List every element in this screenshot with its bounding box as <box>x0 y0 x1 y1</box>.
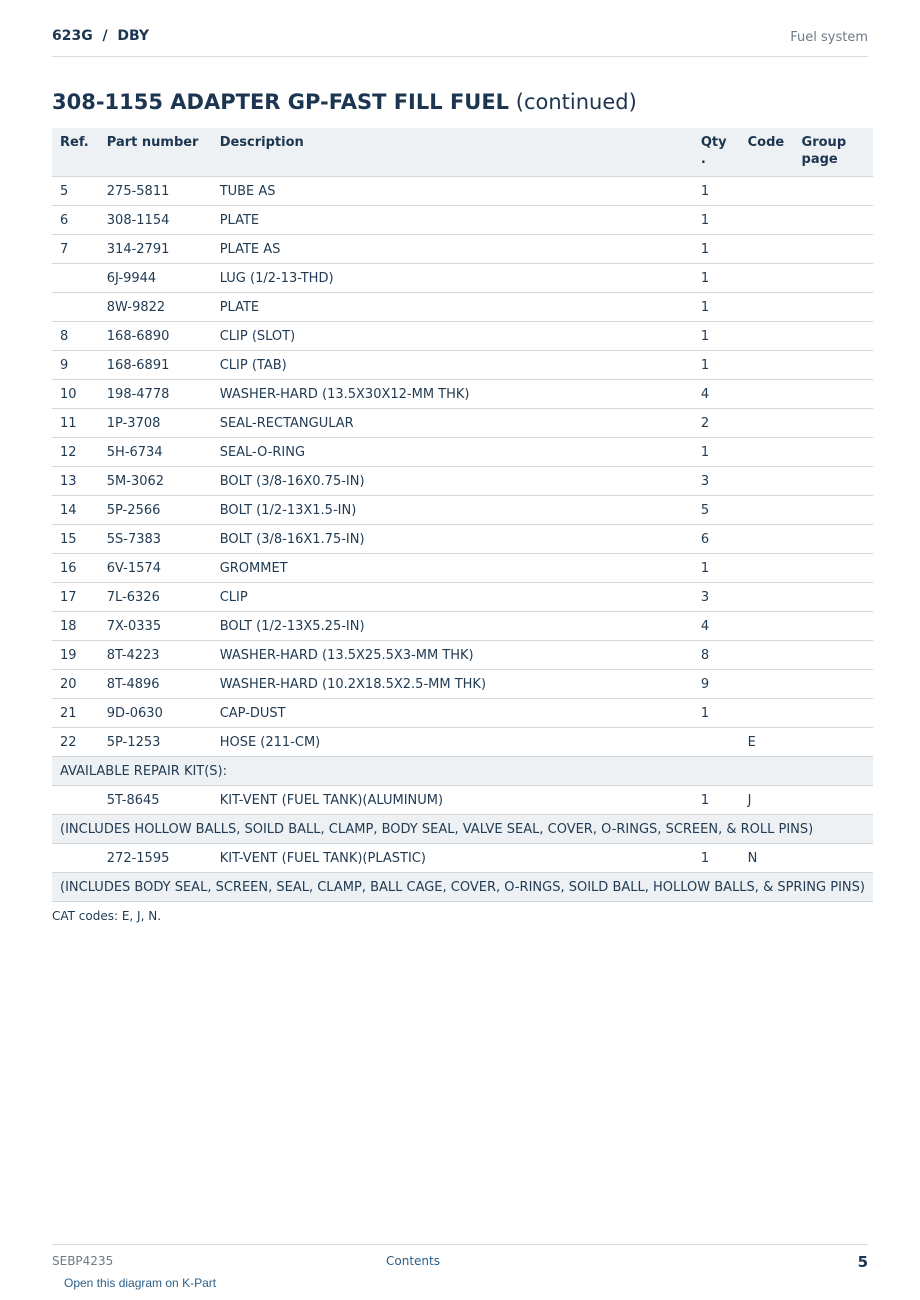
cell-qty: 1 <box>693 554 740 583</box>
parts-table-body <box>52 177 873 902</box>
cell-code <box>740 293 794 322</box>
table-row <box>52 554 873 583</box>
cell-code <box>740 235 794 264</box>
cell-ref: 12 <box>52 438 99 467</box>
cell-part-number: 8T-4896 <box>99 670 212 699</box>
cell-description: GROMMET <box>212 554 693 583</box>
section-name: Fuel system <box>790 30 868 45</box>
cell-group-page <box>794 206 873 235</box>
cell-part-number: 198-4778 <box>99 380 212 409</box>
col-header-description: Description <box>212 128 693 177</box>
cell-group-page <box>794 235 873 264</box>
cell-qty: 4 <box>693 612 740 641</box>
cell-part-number: 168-6891 <box>99 351 212 380</box>
cell-group-page <box>794 728 873 757</box>
cell-part-number: 7X-0335 <box>99 612 212 641</box>
cell-group-page <box>794 844 873 873</box>
cell-ref <box>52 786 99 815</box>
cell-code: N <box>740 844 794 873</box>
cell-group-page <box>794 583 873 612</box>
cell-part-number: 168-6890 <box>99 322 212 351</box>
cell-group-page <box>794 612 873 641</box>
cell-ref: 16 <box>52 554 99 583</box>
col-header-qty-line2: . <box>700 152 706 167</box>
col-header-part-number: Part number <box>99 128 212 177</box>
table-row <box>52 380 873 409</box>
cell-qty: 1 <box>693 206 740 235</box>
document-id: SEBP4235 <box>52 1254 114 1268</box>
table-row <box>52 438 873 467</box>
cell-code: J <box>740 786 794 815</box>
cell-code <box>740 670 794 699</box>
table-row <box>52 351 873 380</box>
col-header-ref: Ref. <box>52 128 99 177</box>
table-row <box>52 322 873 351</box>
kpart-diagram-link[interactable]: Open this diagram on K-Part <box>64 1276 217 1290</box>
cell-part-number: 6V-1574 <box>99 554 212 583</box>
serial-prefix: DBY <box>117 28 150 44</box>
cell-description: HOSE (211-CM) <box>212 728 693 757</box>
page-header <box>52 28 868 57</box>
cell-part-number: 9D-0630 <box>99 699 212 728</box>
cell-ref: 21 <box>52 699 99 728</box>
cell-qty: 6 <box>693 525 740 554</box>
cell-ref: 22 <box>52 728 99 757</box>
cell-description: KIT-VENT (FUEL TANK)(PLASTIC) <box>212 844 693 873</box>
cell-code <box>740 525 794 554</box>
cell-part-number: 275-5811 <box>99 177 212 206</box>
cell-ref: 14 <box>52 496 99 525</box>
cell-ref: 18 <box>52 612 99 641</box>
cell-group-page <box>794 293 873 322</box>
kit-note-row <box>52 873 873 902</box>
page-number: 5 <box>857 1253 868 1271</box>
cell-ref: 7 <box>52 235 99 264</box>
cell-qty: 1 <box>693 844 740 873</box>
cell-ref: 20 <box>52 670 99 699</box>
cell-ref: 6 <box>52 206 99 235</box>
table-row <box>52 235 873 264</box>
cell-description: PLATE <box>212 293 693 322</box>
cell-description: CAP-DUST <box>212 699 693 728</box>
table-row <box>52 670 873 699</box>
table-row <box>52 293 873 322</box>
repair-kits-label: AVAILABLE REPAIR KIT(S): <box>52 757 873 786</box>
table-row <box>52 699 873 728</box>
cell-ref: 11 <box>52 409 99 438</box>
cell-code <box>740 583 794 612</box>
repair-kits-label-row <box>52 757 873 786</box>
cell-group-page <box>794 525 873 554</box>
table-header-row <box>52 128 873 177</box>
cell-description: WASHER-HARD (13.5X30X12-MM THK) <box>212 380 693 409</box>
cell-qty: 1 <box>693 786 740 815</box>
cell-qty: 1 <box>693 293 740 322</box>
cell-description: BOLT (1/2-13X1.5-IN) <box>212 496 693 525</box>
cell-description: CLIP (TAB) <box>212 351 693 380</box>
col-header-group-line2: page <box>801 152 838 167</box>
cell-description: WASHER-HARD (10.2X18.5X2.5-MM THK) <box>212 670 693 699</box>
cell-qty: 1 <box>693 351 740 380</box>
cell-description: SEAL-RECTANGULAR <box>212 409 693 438</box>
cell-code <box>740 264 794 293</box>
cell-group-page <box>794 496 873 525</box>
cell-code <box>740 467 794 496</box>
cat-codes: CAT codes: E, J, N. <box>52 909 162 923</box>
cell-part-number: 272-1595 <box>99 844 212 873</box>
cell-description: PLATE AS <box>212 235 693 264</box>
cell-part-number: 5H-6734 <box>99 438 212 467</box>
contents-link[interactable]: Contents <box>386 1254 440 1268</box>
assembly-name: 308-1155 ADAPTER GP-FAST FILL FUEL <box>52 90 510 114</box>
cell-description: PLATE <box>212 206 693 235</box>
cell-group-page <box>794 177 873 206</box>
cell-qty: 1 <box>693 322 740 351</box>
cell-code <box>740 380 794 409</box>
cell-qty: 9 <box>693 670 740 699</box>
cell-code <box>740 409 794 438</box>
cell-qty <box>693 728 740 757</box>
cell-ref: 5 <box>52 177 99 206</box>
cell-ref: 9 <box>52 351 99 380</box>
cell-part-number: 8W-9822 <box>99 293 212 322</box>
cell-part-number: 1P-3708 <box>99 409 212 438</box>
page-title <box>52 90 637 114</box>
cell-code <box>740 322 794 351</box>
kit-row <box>52 786 873 815</box>
cell-description: WASHER-HARD (13.5X25.5X3-MM THK) <box>212 641 693 670</box>
header-separator: / <box>102 28 108 44</box>
table-row <box>52 583 873 612</box>
kit-contents-note: (INCLUDES BODY SEAL, SCREEN, SEAL, CLAMP, BALL CAGE, COVER, O-RINGS, SOILD BALL, HOLLOW BALLS, & SPRING PINS) <box>52 873 873 902</box>
cell-ref: 13 <box>52 467 99 496</box>
cell-qty: 3 <box>693 583 740 612</box>
kit-row <box>52 844 873 873</box>
cell-group-page <box>794 322 873 351</box>
cell-group-page <box>794 264 873 293</box>
kit-note-row <box>52 815 873 844</box>
col-header-qty-line1: Qty <box>700 135 727 150</box>
table-row <box>52 525 873 554</box>
cell-group-page <box>794 380 873 409</box>
cell-qty: 2 <box>693 409 740 438</box>
cell-qty: 1 <box>693 699 740 728</box>
title-suffix: (continued) <box>515 90 637 114</box>
cell-code <box>740 351 794 380</box>
cell-part-number: 5S-7383 <box>99 525 212 554</box>
cell-group-page <box>794 351 873 380</box>
table-row <box>52 641 873 670</box>
cell-code <box>740 699 794 728</box>
cell-group-page <box>794 409 873 438</box>
cell-ref: 15 <box>52 525 99 554</box>
table-row <box>52 467 873 496</box>
cell-part-number: 5P-1253 <box>99 728 212 757</box>
cell-code <box>740 438 794 467</box>
cell-qty: 5 <box>693 496 740 525</box>
table-row <box>52 409 873 438</box>
cell-qty: 1 <box>693 438 740 467</box>
cell-ref <box>52 844 99 873</box>
cell-group-page <box>794 641 873 670</box>
cell-code: E <box>740 728 794 757</box>
cell-description: BOLT (3/8-16X1.75-IN) <box>212 525 693 554</box>
table-row <box>52 264 873 293</box>
cell-qty: 4 <box>693 380 740 409</box>
cell-ref <box>52 264 99 293</box>
cell-code <box>740 206 794 235</box>
cell-group-page <box>794 670 873 699</box>
page-footer <box>52 1244 868 1275</box>
cell-ref: 19 <box>52 641 99 670</box>
col-header-qty <box>693 128 740 177</box>
table-row <box>52 612 873 641</box>
cell-part-number: 5T-8645 <box>99 786 212 815</box>
cell-group-page <box>794 467 873 496</box>
cell-group-page <box>794 786 873 815</box>
col-header-group-line1: Group <box>801 135 847 150</box>
cell-qty: 3 <box>693 467 740 496</box>
table-row <box>52 728 873 757</box>
cell-description: LUG (1/2-13-THD) <box>212 264 693 293</box>
col-header-code: Code <box>740 128 794 177</box>
cell-description: SEAL-O-RING <box>212 438 693 467</box>
cell-code <box>740 496 794 525</box>
cell-part-number: 8T-4223 <box>99 641 212 670</box>
cell-description: CLIP (SLOT) <box>212 322 693 351</box>
cell-description: TUBE AS <box>212 177 693 206</box>
cell-ref: 8 <box>52 322 99 351</box>
cell-code <box>740 554 794 583</box>
table-row <box>52 496 873 525</box>
cell-part-number: 314-2791 <box>99 235 212 264</box>
cell-part-number: 5P-2566 <box>99 496 212 525</box>
cell-part-number: 308-1154 <box>99 206 212 235</box>
cell-group-page <box>794 554 873 583</box>
cell-code <box>740 612 794 641</box>
cell-group-page <box>794 699 873 728</box>
cell-description: KIT-VENT (FUEL TANK)(ALUMINUM) <box>212 786 693 815</box>
cell-part-number: 5M-3062 <box>99 467 212 496</box>
cell-description: CLIP <box>212 583 693 612</box>
model-label <box>52 28 149 44</box>
cell-part-number: 7L-6326 <box>99 583 212 612</box>
cell-description: BOLT (3/8-16X0.75-IN) <box>212 467 693 496</box>
cell-qty: 1 <box>693 235 740 264</box>
cell-ref <box>52 293 99 322</box>
cell-code <box>740 177 794 206</box>
cell-group-page <box>794 438 873 467</box>
cell-qty: 1 <box>693 177 740 206</box>
cell-ref: 17 <box>52 583 99 612</box>
model-number: 623G <box>52 28 93 44</box>
parts-table <box>52 128 873 902</box>
kit-contents-note: (INCLUDES HOLLOW BALLS, SOILD BALL, CLAMP, BODY SEAL, VALVE SEAL, COVER, O-RINGS, SCREEN, & ROLL PINS) <box>52 815 873 844</box>
col-header-group-page <box>794 128 873 177</box>
cell-part-number: 6J-9944 <box>99 264 212 293</box>
cell-qty: 1 <box>693 264 740 293</box>
cell-code <box>740 641 794 670</box>
table-row <box>52 206 873 235</box>
cell-qty: 8 <box>693 641 740 670</box>
table-row <box>52 177 873 206</box>
cell-description: BOLT (1/2-13X5.25-IN) <box>212 612 693 641</box>
cell-ref: 10 <box>52 380 99 409</box>
